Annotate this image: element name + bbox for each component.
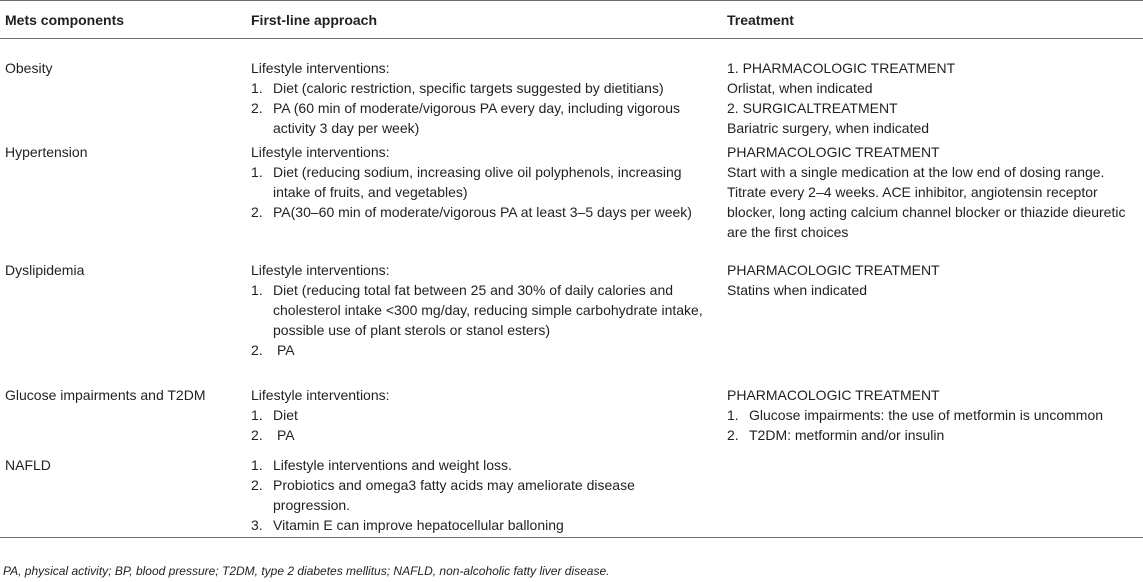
list-text: Probiotics and omega3 fatty acids may ameliorate disease progression. — [273, 477, 635, 513]
first-line-cell — [251, 140, 727, 258]
list-text: PA (60 min of moderate/vigorous PA every day, including vigorous activity 3 day per week) — [273, 100, 680, 136]
treatment-cell — [727, 39, 1143, 141]
table-row-obesity — [0, 39, 1143, 141]
header-row — [0, 1, 1143, 39]
table-row-dyslipidemia — [0, 258, 1143, 383]
treatment-line: Bariatric surgery, when indicated — [727, 120, 930, 136]
treatment-cell — [727, 453, 1143, 538]
first-line-intro: Lifestyle interventions: — [251, 60, 390, 76]
treatment-heading: PHARMACOLOGIC TREATMENT — [727, 262, 940, 278]
list-number: 2. — [727, 427, 739, 443]
treatment-line: 2. SURGICALTREATMENT — [727, 100, 898, 116]
first-line-intro: Lifestyle interventions: — [251, 262, 390, 278]
list-item — [251, 340, 703, 360]
list-item — [251, 162, 703, 202]
list-text: Diet (caloric restriction, specific targets suggested by dietitians) — [273, 80, 664, 96]
list-number: 1. — [251, 457, 263, 473]
list-item — [251, 475, 703, 515]
treatment-cell — [727, 258, 1143, 383]
list-number: 3. — [251, 517, 263, 533]
list-text: Diet — [273, 407, 298, 423]
table-row-glucose-t2dm — [0, 383, 1143, 453]
treatment-body: Statins when indicated — [727, 282, 868, 298]
list-item — [251, 405, 703, 425]
first-line-cell — [251, 453, 727, 538]
list-text: PA — [277, 342, 295, 358]
list-item — [251, 425, 703, 445]
table-footnote: PA, physical activity; BP, blood pressure; T2DM, type 2 diabetes mellitus; NAFLD, non-alcoholic fatty liver disease. — [3, 564, 610, 578]
list-number: 2. — [251, 477, 263, 493]
table-row-hypertension — [0, 140, 1143, 258]
first-line-intro: Lifestyle interventions: — [251, 144, 390, 160]
list-item — [727, 425, 1143, 445]
component-cell: Glucose impairments and T2DM — [5, 387, 206, 403]
list-number: 2. — [251, 100, 263, 116]
list-item — [727, 405, 1143, 425]
first-line-cell — [251, 258, 727, 383]
list-number: 1. — [727, 407, 739, 423]
list-item — [251, 515, 703, 535]
list-text: T2DM: metformin and/or insulin — [749, 427, 945, 443]
first-line-intro: Lifestyle interventions: — [251, 387, 390, 403]
component-cell: Hypertension — [5, 144, 88, 160]
list-number: 1. — [251, 80, 263, 96]
table-header — [0, 1, 1143, 39]
list-text: Diet (reducing total fat between 25 and 30% of daily calories and cholesterol intake <300 mg/day, reducing simple carbohydrate intake, possible use of plant sterols or stanol esters) — [273, 282, 703, 338]
list-item — [251, 98, 703, 138]
list-item — [251, 202, 703, 222]
list-number: 2. — [251, 427, 263, 443]
component-cell: Dyslipidemia — [5, 262, 85, 278]
first-line-cell — [251, 39, 727, 141]
header-first-line-approach: First-line approach — [251, 1, 727, 39]
list-number: 1. — [251, 407, 263, 423]
list-number: 2. — [251, 342, 263, 358]
treatment-cell — [727, 140, 1143, 258]
component-cell: NAFLD — [0, 453, 251, 538]
treatment-heading: PHARMACOLOGIC TREATMENT — [727, 144, 940, 160]
list-item — [251, 78, 703, 98]
treatment-heading: PHARMACOLOGIC TREATMENT — [727, 387, 940, 403]
list-number: 1. — [251, 282, 263, 298]
treatment-line: Orlistat, when indicated — [727, 80, 873, 96]
list-number: 1. — [251, 164, 263, 180]
list-text: Diet (reducing sodium, increasing olive oil polyphenols, increasing intake of fruits, and vegetables) — [273, 164, 682, 200]
treatment-body: Start with a single medication at the low end of dosing range. Titrate every 2–4 weeks. ACE inhibitor, angiotensin receptor blocker, long acting calcium channel blocker or thiazide dieuretic are the first choices — [727, 164, 1126, 240]
table-body — [0, 39, 1143, 538]
list-number: 2. — [251, 204, 263, 220]
list-item — [251, 455, 703, 475]
list-text: Lifestyle interventions and weight loss. — [273, 457, 512, 473]
header-mets-components: Mets components — [0, 1, 251, 39]
list-text: Glucose impairments: the use of metformin is uncommon — [749, 407, 1104, 423]
component-cell: Obesity — [5, 60, 53, 76]
table-row-nafld — [0, 453, 1143, 538]
list-text: PA(30–60 min of moderate/vigorous PA at least 3–5 days per week) — [273, 204, 692, 220]
list-text: Vitamin E can improve hepatocellular balloning — [273, 517, 564, 533]
list-text: PA — [277, 427, 295, 443]
first-line-cell — [251, 383, 727, 453]
treatment-cell — [727, 383, 1143, 453]
list-item — [251, 280, 703, 340]
treatment-line: 1. PHARMACOLOGIC TREATMENT — [727, 60, 956, 76]
header-treatment: Treatment — [727, 1, 1143, 39]
